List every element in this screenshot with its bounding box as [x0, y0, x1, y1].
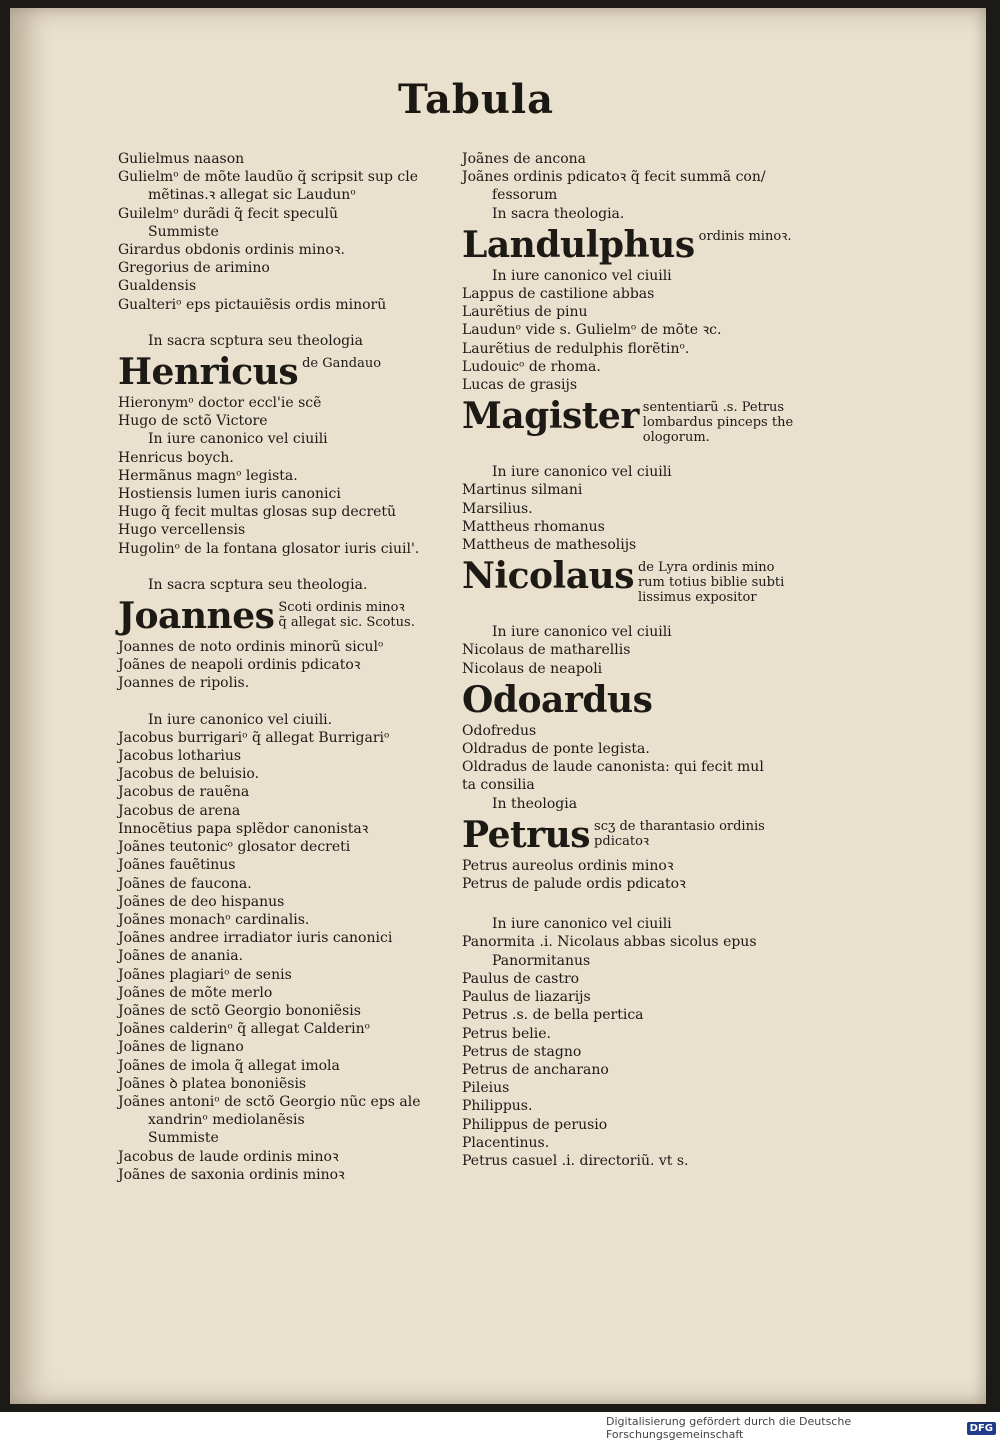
index-entry: Joãnes de sctõ Georgio bononiẽsis — [118, 1002, 361, 1019]
index-entry: Gulielmᵒ de mõte laudũo q̃ scripsit sup cle — [118, 169, 419, 186]
index-entry: Joãnes ordinis pdicatoꝛ q̃ fecit summã con/ — [462, 169, 766, 186]
index-entry: Jacobus de rauẽna — [118, 784, 250, 801]
right-column — [462, 150, 802, 1170]
index-entry: Panormita .i. Nicolaus abbas sicolus epus — [462, 934, 757, 951]
index-entry: Joãnes de saxonia ordinis minoꝛ — [118, 1166, 345, 1183]
heading-annotation-line: scʒ de tharantasio ordinis — [594, 818, 765, 834]
index-entry: Joãnes de neapoli ordinis pdicatoꝛ — [118, 657, 361, 674]
heading-annotation-line: Scoti ordinis minoꝛ — [278, 600, 405, 616]
heading-word: Nicolaus — [462, 555, 634, 598]
index-entry: fessorum — [492, 187, 558, 204]
index-entry: Hugo vercellensis — [118, 522, 246, 539]
index-entry: Panormitanus — [492, 952, 591, 969]
index-entry: Joãnes de lignano — [118, 1039, 244, 1056]
index-entry: Nicolaus de matharellis — [462, 642, 631, 659]
index-entry: Joãnes antoniᵒ de sctõ Georgio nũc eps ale — [118, 1093, 421, 1110]
heading-annotation — [634, 556, 784, 605]
index-entry: Joãnes ꝺ platea bononiẽsis — [118, 1075, 307, 1092]
index-entry: In iure canonico vel ciuili. — [148, 711, 333, 728]
index-entry: Hostiensis lumen iuris canonici — [118, 486, 341, 503]
index-entry: Guilelmᵒ durãdi q̃ fecit speculũ — [118, 205, 339, 222]
index-entry: Jacobus burrigariᵒ q̃ allegat Burrigariᵒ — [118, 729, 390, 746]
index-entry: Gregorius de arimino — [118, 260, 270, 277]
heading-annotation-line: lombardus pinceps the — [642, 415, 794, 431]
heading-entry — [462, 556, 802, 605]
index-entry: In iure canonico vel ciuili — [492, 916, 672, 933]
index-entry: Joãnes calderinᵒ q̃ allegat Calderinᵒ — [118, 1021, 371, 1038]
heading-annotation — [695, 225, 792, 244]
heading-annotation-line: ordinis minoꝛ. — [698, 228, 792, 244]
index-entry: Joãnes de ancona — [462, 151, 587, 167]
heading-word: Henricus — [118, 351, 299, 394]
index-entry: Martinus silmani — [462, 482, 583, 499]
page-title: Tabula — [398, 76, 555, 123]
index-entry: Petrus de stagno — [462, 1043, 582, 1060]
index-entry: Jacobus de beluisio. — [118, 766, 260, 783]
index-entry: In sacra scptura seu theologia — [148, 332, 363, 349]
index-entry: Laudunᵒ vide s. Gulielmᵒ de mõte ꝛc. — [462, 322, 722, 339]
index-entry: Nicolaus de neapoli — [462, 660, 603, 677]
index-entry: Innocẽtius papa splẽdor canonistaꝛ — [118, 820, 369, 837]
heading-annotation-line: de Gandauo — [302, 356, 382, 372]
dfg-logo: DFG — [967, 1422, 996, 1435]
heading-annotation-line: ologorum. — [642, 430, 710, 446]
heading-annotation — [274, 596, 414, 630]
heading-annotation-line: sententiarũ .s. Petrus — [642, 400, 785, 416]
index-entry: Marsilius. — [462, 500, 533, 517]
index-entry: Laurẽtius de pinu — [462, 304, 588, 321]
heading-annotation-line: de Lyra ordinis mino — [637, 560, 775, 576]
index-entry: Placentinus. — [462, 1134, 550, 1151]
index-entry: Petrus casuel .i. directoriũ. vt s. — [462, 1152, 689, 1169]
index-entry: Henricus boych. — [118, 449, 234, 466]
heading-word: Odoardus — [462, 678, 653, 721]
index-entry: Joãnes plagiariᵒ de senis — [118, 966, 292, 983]
index-entry: Hugo q̃ fecit multas glosas sup decretũ — [118, 504, 397, 521]
index-entry: Joãnes teutonicᵒ glosator decreti — [118, 839, 351, 856]
index-entry: In sacra scptura seu theologia. — [148, 576, 368, 593]
index-entry: Petrus de palude ordis pdicatoꝛ — [462, 876, 686, 893]
index-entry: Lappus de castilione abbas — [462, 286, 655, 303]
heading-entry — [118, 352, 458, 392]
index-entry: Petrus belie. — [462, 1025, 551, 1042]
index-entry: Lucas de grasijs — [462, 377, 578, 394]
heading-entry — [462, 396, 802, 445]
index-entry: Summiste — [148, 1130, 219, 1147]
index-entry: Joannes de noto ordinis minorũ siculᵒ — [118, 639, 384, 656]
index-entry: Laurẽtius de redulphis florẽtinᵒ. — [462, 340, 690, 357]
heading-entry — [462, 225, 802, 265]
index-entry: Joãnes monachᵒ cardinalis. — [118, 911, 310, 928]
index-entry: Joãnes fauẽtinus — [118, 857, 236, 874]
heading-annotation — [298, 352, 381, 371]
heading-entry — [118, 596, 458, 636]
heading-annotation — [639, 396, 793, 445]
index-entry: In iure canonico vel ciuili — [492, 464, 672, 481]
index-entry: Hermãnus magnᵒ legista. — [118, 467, 298, 484]
index-entry: Petrus .s. de bella pertica — [462, 1007, 644, 1024]
index-entry: Paulus de castro — [462, 970, 580, 987]
heading-annotation-line: rum totius biblie subti — [637, 575, 785, 591]
index-entry: Petrus de ancharano — [462, 1061, 609, 1078]
heading-word: Landulphus — [462, 223, 695, 266]
index-entry: In theologia — [492, 795, 578, 812]
index-entry: mẽtinas.ꝛ allegat sic Laudunᵒ — [148, 187, 356, 204]
footer-credit — [606, 1415, 1000, 1441]
index-entry: Jacobus de arena — [118, 802, 241, 819]
index-entry: Philippus. — [462, 1098, 533, 1115]
heading-entry — [462, 815, 802, 855]
index-entry: Gualteriᵒ eps pictauiẽsis ordis minorũ — [118, 296, 387, 313]
index-entry: Mattheus de mathesolijs — [462, 537, 637, 554]
index-entry: Ludouicᵒ de rhoma. — [462, 358, 601, 375]
index-entry: Pileius — [462, 1080, 510, 1097]
index-entry: Philippus de perusio — [462, 1116, 608, 1133]
index-entry: Joannes de ripolis. — [118, 675, 250, 692]
heading-annotation-line: pdicatoꝛ — [594, 833, 650, 849]
heading-word: Petrus — [462, 813, 591, 856]
index-entry: Joãnes de imola q̃ allegat imola — [118, 1057, 340, 1074]
index-entry: Girardus obdonis ordinis minoꝛ. — [118, 242, 345, 259]
index-entry: Mattheus rhomanus — [462, 518, 605, 535]
index-entry: Summiste — [148, 223, 219, 240]
heading-annotation-line: q̃ allegat sic. Scotus. — [278, 615, 415, 631]
index-entry: Joãnes de faucona. — [118, 875, 252, 892]
index-entry: In iure canonico vel ciuili — [148, 431, 328, 448]
left-column — [118, 150, 458, 1184]
index-entry: Odofredus — [462, 722, 537, 739]
index-entry: xandrinᵒ mediolanẽsis — [148, 1112, 305, 1129]
footer-text: Digitalisierung gefördert durch die Deutsche Forschungsgemeinschaft — [606, 1415, 852, 1441]
index-entry: Hugolinᵒ de la fontana glosator iuris ciuil'. — [118, 540, 420, 557]
heading-annotation-line: lissimus expositor — [637, 590, 757, 606]
index-entry: In sacra theologia. — [492, 205, 625, 222]
index-entry: Joãnes de deo hispanus — [118, 893, 285, 910]
index-entry: ta consilia — [462, 777, 535, 794]
index-entry: Jacobus de laude ordinis minoꝛ — [118, 1148, 339, 1165]
index-entry: Joãnes andree irradiator iuris canonici — [118, 930, 393, 947]
index-entry: Jacobus lotharius — [118, 748, 242, 765]
heading-word: Magister — [462, 395, 639, 438]
index-entry: Gualdensis — [118, 278, 197, 295]
index-entry: Hugo de sctõ Victore — [118, 413, 268, 430]
index-entry: Paulus de liazarijs — [462, 989, 591, 1006]
heading-annotation — [590, 815, 765, 849]
index-entry: Oldradus de laude canonista: qui fecit mul — [462, 759, 764, 776]
index-entry: Hieronymᵒ doctor eccl'ie scẽ — [118, 395, 322, 412]
index-entry: In iure canonico vel ciuili — [492, 267, 672, 284]
index-entry: Petrus aureolus ordinis minoꝛ — [462, 857, 674, 874]
index-entry: Oldradus de ponte legista. — [462, 741, 650, 758]
heading-word: Joannes — [118, 595, 275, 638]
index-entry: Joãnes de anania. — [118, 948, 244, 965]
index-entry: Gulielmus naason — [118, 151, 245, 167]
heading-entry — [462, 680, 802, 720]
index-entry: Joãnes de mõte merlo — [118, 984, 273, 1001]
index-entry: In iure canonico vel ciuili — [492, 624, 672, 641]
